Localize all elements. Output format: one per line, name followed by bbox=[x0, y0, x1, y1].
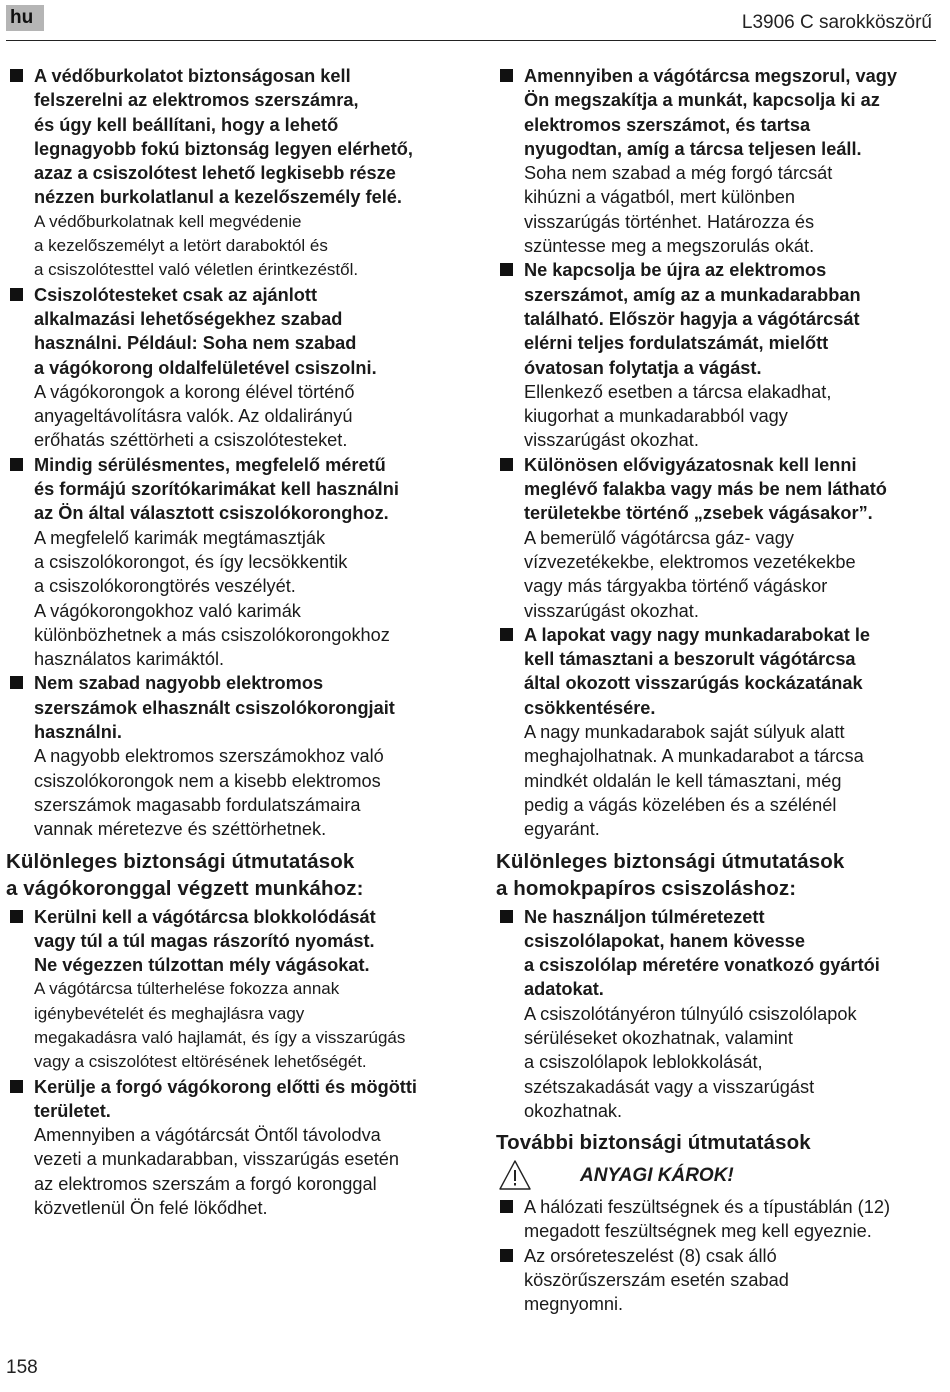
section-heading-further: További biztonsági útmutatások bbox=[496, 1131, 811, 1155]
item-body: A vágótárcsa túlterhelése fokozza annak igénybevételét és meghajlásra vagy megakadásra való hajlamát, és így a visszarúgás vagy a csiszolótest eltörésének lehetőségét. bbox=[34, 979, 406, 1072]
item-lead: Csiszolótesteket csak az ajánlott alkalmazási lehetőségekhez szabad használni. Például: Soha nem szabad a vágókorong oldalfelületével csiszolni. bbox=[34, 284, 377, 378]
warning-notice bbox=[496, 1159, 936, 1195]
list-item bbox=[6, 453, 452, 672]
item-body: A csiszolótányéron túlnyúló csiszolólapok sérüléseket okozhatnak, valamint a csiszolólapok leblokkolását, szétszakadását vagy a visszarúgást okozhatnak. bbox=[524, 1003, 857, 1121]
right-column bbox=[496, 64, 936, 1317]
item-body: A hálózati feszültségnek és a típustáblán (12) megadott feszültségnek meg kell egyeznie. bbox=[524, 1197, 890, 1242]
list-item bbox=[496, 623, 936, 842]
square-bullet-icon bbox=[500, 1249, 513, 1262]
item-body: Ellenkező esetben a tárcsa elakadhat, kiugorhat a munkadarabból vagy visszarúgást okozhat. bbox=[524, 381, 832, 451]
list-item bbox=[496, 1195, 936, 1244]
item-lead: Kerülje a forgó vágókorong előtti és mögötti területet. bbox=[34, 1076, 417, 1121]
item-lead: Amennyiben a vágótárcsa megszorul, vagy Ön megszakítja a munkát, kapcsolja ki az elektromos szerszámot, és tartsa nyugodtan, amíg a tárcsa teljesen leáll. bbox=[524, 66, 897, 159]
list-item bbox=[6, 671, 452, 841]
square-bullet-icon bbox=[500, 1200, 513, 1213]
list-item bbox=[6, 1075, 452, 1221]
item-body: A megfelelő karimák megtámasztják a csiszolókorongot, és így lecsökkentik a csiszolókorongtörés veszélyét. A vágókorongokhoz való karimák különbözhetnek a más csiszolókorongokhoz használatos karimáktól. bbox=[34, 527, 390, 670]
language-badge: hu bbox=[6, 5, 44, 31]
left-column bbox=[6, 64, 452, 1220]
item-body: A nagy munkadarabok saját súlyuk alatt meghajolhatnak. A munkadarabot a tárcsa mindkét oldalán le kell támasztani, még pedig a vágás közelében és a szélénél egyaránt. bbox=[524, 722, 864, 840]
item-lead: Nem szabad nagyobb elektromos szerszámok elhasznált csiszolókorongjait használni. bbox=[34, 673, 395, 743]
square-bullet-icon bbox=[500, 628, 513, 641]
item-lead: Ne használjon túlméretezett csiszolólapokat, hanem kövesse a csiszolólap méretére vonatkozó gyártói adatokat. bbox=[524, 906, 880, 1000]
list-item bbox=[496, 1244, 936, 1317]
square-bullet-icon bbox=[500, 458, 513, 471]
list-item bbox=[496, 905, 936, 1124]
square-bullet-icon bbox=[10, 676, 23, 689]
square-bullet-icon bbox=[10, 910, 23, 923]
header-rule bbox=[6, 40, 936, 41]
item-body: A nagyobb elektromos szerszámokhoz való csiszolókorongok nem a kisebb elektromos szerszámok magasabb fordulatszámaira vannak méretezve és széttörhetnek. bbox=[34, 746, 384, 840]
item-body: A vágókorongok a korong élével történő anyageltávolításra valók. Az oldalirányú erőhatás széttörheti a csiszolótesteket. bbox=[34, 381, 355, 451]
square-bullet-icon bbox=[10, 1080, 23, 1093]
warning-triangle-icon bbox=[498, 1159, 532, 1191]
list-item bbox=[6, 905, 452, 1075]
item-body: Soha nem szabad a még forgó tárcsát kihúzni a vágatból, mert különben visszarúgás történhet. Határozza és szüntesse meg a megszorulás okát. bbox=[524, 163, 833, 257]
square-bullet-icon bbox=[500, 69, 513, 82]
item-body: Az orsóreteszelést (8) csak álló köszörűszerszám esetén szabad megnyomni. bbox=[524, 1245, 789, 1315]
item-lead: Különösen elővigyázatosnak kell lenni meglévő falakba vagy más be nem látható területekbe történő „zsebek vágásakor”. bbox=[524, 454, 887, 524]
list-item bbox=[6, 283, 452, 453]
square-bullet-icon bbox=[500, 910, 513, 923]
list-item bbox=[496, 64, 936, 258]
list-item bbox=[496, 258, 936, 452]
list-item bbox=[496, 453, 936, 623]
page-number: 158 bbox=[6, 1357, 38, 1378]
item-lead: A védőburkolatot biztonságosan kell felszerelni az elektromos szerszámra, és úgy kell beállítani, hogy a lehető legnagyobb fokú biztonság legyen elérhető, azaz a csiszolótest lehető legkisebb része nézzen burkolatlanul a kezelőszemély felé. bbox=[34, 66, 413, 208]
item-body: A védőburkolatnak kell megvédenie a kezelőszemélyt a letört daraboktól és a csiszolótesttel való véletlen érintkezéstől. bbox=[34, 211, 359, 280]
square-bullet-icon bbox=[10, 69, 23, 82]
square-bullet-icon bbox=[500, 263, 513, 276]
item-lead: Mindig sérülésmentes, megfelelő méretű és formájú szorítókarimákat kell használni az Ön által választott csiszolókoronghoz. bbox=[34, 454, 399, 524]
square-bullet-icon bbox=[10, 458, 23, 471]
item-body: Amennyiben a vágótárcsát Öntől távolodva vezeti a munkadarabban, visszarúgás esetén az elektromos szerszám a forgó koronggal közvetlenül Ön felé lökődhet. bbox=[34, 1125, 399, 1219]
item-lead: A lapokat vagy nagy munkadarabokat le kell támasztani a beszorult vágótárcsa által okozott visszarúgás kockázatának csökkentésére. bbox=[524, 624, 871, 718]
warning-label: ANYAGI KÁROK! bbox=[580, 1165, 734, 1187]
list-item bbox=[6, 64, 452, 283]
section-heading-sanding: Különleges biztonsági útmutatások a homokpapíros csiszoláshoz: bbox=[496, 849, 845, 900]
document-title: L3906 C sarokköszörű bbox=[741, 12, 932, 33]
item-lead: Kerülni kell a vágótárcsa blokkolódását vagy túl a túl magas rászorító nyomást. Ne végezzen túlzottan mély vágásokat. bbox=[34, 906, 376, 976]
item-lead: Ne kapcsolja be újra az elektromos szerszámot, amíg az a munkadarabban található. Először hagyja a vágótárcsát elérni teljes fordulatszámát, mielőtt óvatosan folytatja a vágást. bbox=[524, 260, 861, 378]
section-heading-cutting: Különleges biztonsági útmutatások a vágókoronggal végzett munkához: bbox=[6, 849, 364, 900]
square-bullet-icon bbox=[10, 288, 23, 301]
item-body: A bemerülő vágótárcsa gáz- vagy vízvezetékekbe, elektromos vezetékekbe vagy más tárgyakba történő vágáskor visszarúgást okozhat. bbox=[524, 527, 856, 621]
